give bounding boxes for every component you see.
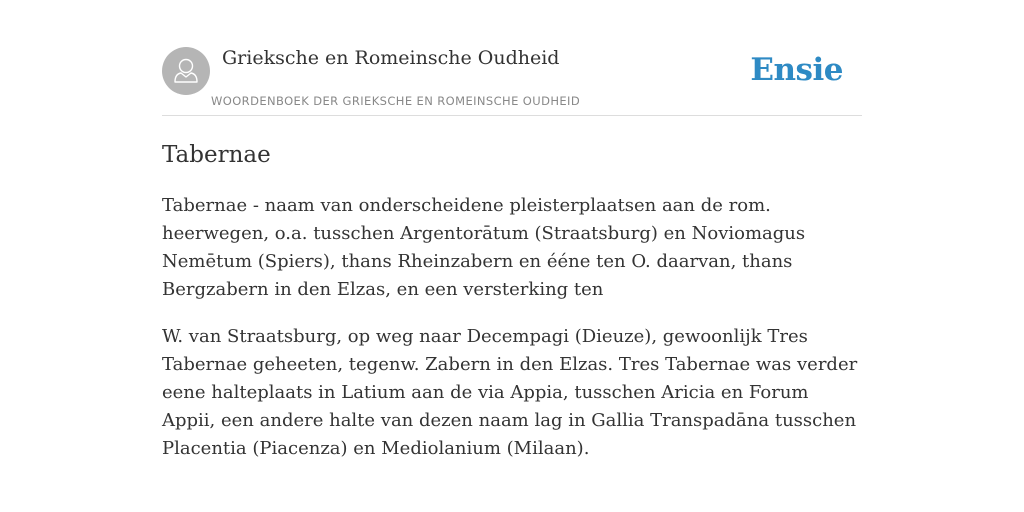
article-paragraph-2: W. van Straatsburg, op weg naar Decempagi (Dieuze), gewoonlijk Tres Tabernae geheeten, tegenw. Zabern in den Elzas. Tres Tabernae was verder eene halteplaats in Latium aan de via Appia, tusschen Aricia en Forum Appii, een andere halte van dezen naam lag in Gallia Transpadāna tusschen Placentia (Piacenza) en Mediolanium (Milaan). (162, 326, 858, 459)
user-icon (162, 47, 210, 95)
avatar[interactable] (162, 47, 210, 95)
page-container (162, 0, 862, 459)
header (162, 0, 862, 116)
site-subtitle: WOORDENBOEK DER GRIEKSCHE EN ROMEINSCHE OUDHEID (211, 94, 581, 108)
article-paragraph-1: Tabernae - naam van onderscheidene pleisterplaatsen aan de rom. heerwegen, o.a. tusschen Argentorātum (Straatsburg) en Noviomagus Nemētum (Spiers), thans Rheinzabern en ééne ten O. daarvan, thans Bergzabern in den Elzas, en een versterking ten (162, 195, 806, 300)
page-title: Tabernae (162, 142, 271, 168)
ensie-logo[interactable]: Ensie (750, 52, 843, 88)
site-title[interactable]: Grieksche en Romeinsche Oudheid (222, 47, 560, 69)
